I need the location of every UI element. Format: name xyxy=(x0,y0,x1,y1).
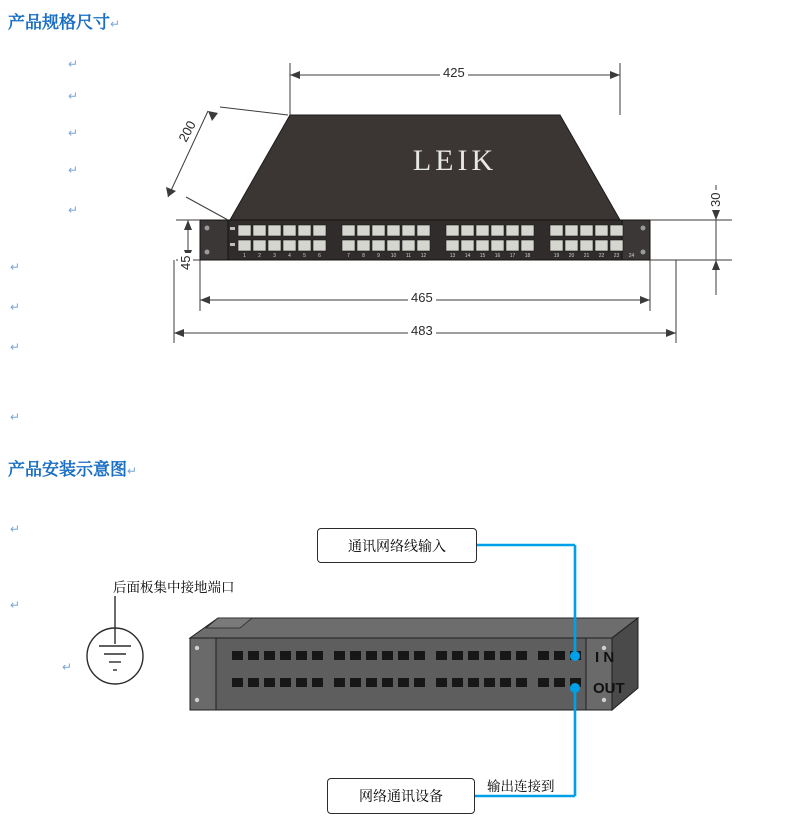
callout-network-input-label: 通讯网络线输入 xyxy=(348,537,446,554)
ground-port-label: 后面板集中接地端口 xyxy=(113,580,235,595)
port-number: 22 xyxy=(598,253,605,259)
port-number: 7 xyxy=(347,253,350,259)
port-number: 5 xyxy=(303,253,306,259)
port-number: 18 xyxy=(524,253,531,259)
port-number: 21 xyxy=(583,253,590,259)
paragraph-mark: ↵ xyxy=(68,89,79,103)
out-connector-dot xyxy=(570,683,580,693)
paragraph-mark: ↵ xyxy=(10,522,21,536)
paragraph-mark: ↵ xyxy=(10,340,21,354)
dimension-label-side-height: 30 xyxy=(708,190,723,210)
port-number: 4 xyxy=(288,253,291,259)
dimension-label-full-width: 483 xyxy=(408,323,436,338)
paragraph-mark: ↵ xyxy=(10,260,21,274)
in-connector-dot xyxy=(570,651,580,661)
port-number: 17 xyxy=(509,253,516,259)
port-number: 24 xyxy=(628,253,635,259)
callout-network-device[interactable] xyxy=(327,778,475,814)
paragraph-mark: ↵ xyxy=(68,163,79,177)
output-connect-label: 输出连接到 xyxy=(487,779,555,794)
port-number: 10 xyxy=(390,253,397,259)
paragraph-mark: ↵ xyxy=(68,57,79,71)
paragraph-mark: ↵ xyxy=(62,660,73,674)
installation-diagram xyxy=(0,490,802,830)
port-number: 12 xyxy=(420,253,427,259)
section-title-installation xyxy=(8,455,137,480)
port-number: 15 xyxy=(479,253,486,259)
paragraph-mark: ↵ xyxy=(10,598,21,612)
brand-text: LEIK xyxy=(412,144,498,177)
in-port-label: I N xyxy=(595,649,615,666)
port-number: 16 xyxy=(494,253,501,259)
paragraph-mark: ↵ xyxy=(68,126,79,140)
paragraph-mark: ↵ xyxy=(127,464,138,478)
section-title-specs xyxy=(8,8,120,33)
product-dimension-drawing xyxy=(160,45,780,375)
port-number: 9 xyxy=(377,253,380,259)
dimension-label-front-height: 45 xyxy=(178,253,193,273)
port-number: 1 xyxy=(243,253,246,259)
paragraph-mark: ↵ xyxy=(110,17,121,31)
paragraph-mark: ↵ xyxy=(68,203,79,217)
port-number: 3 xyxy=(273,253,276,259)
port-number: 20 xyxy=(568,253,575,259)
port-number: 6 xyxy=(318,253,321,259)
out-port-label: OUT xyxy=(593,680,625,697)
paragraph-mark: ↵ xyxy=(10,300,21,314)
dimension-label-mid-width: 465 xyxy=(408,290,436,305)
port-number: 19 xyxy=(553,253,560,259)
port-number: 23 xyxy=(613,253,620,259)
section-title-installation-text: 产品安装示意图 xyxy=(8,460,127,479)
dimension-label-top-width: 425 xyxy=(440,65,468,80)
dimension-label-depth: 200 xyxy=(174,116,200,148)
callout-network-input[interactable] xyxy=(317,528,477,563)
dimension-drawing-svg xyxy=(160,45,780,375)
port-number: 14 xyxy=(464,253,471,259)
port-number: 8 xyxy=(362,253,365,259)
callout-network-device-label: 网络通讯设备 xyxy=(359,788,443,804)
port-number: 2 xyxy=(258,253,261,259)
section-title-specs-text: 产品规格尺寸 xyxy=(8,13,110,32)
port-number: 11 xyxy=(405,253,412,259)
paragraph-mark: ↵ xyxy=(10,410,21,424)
port-number: 13 xyxy=(449,253,456,259)
